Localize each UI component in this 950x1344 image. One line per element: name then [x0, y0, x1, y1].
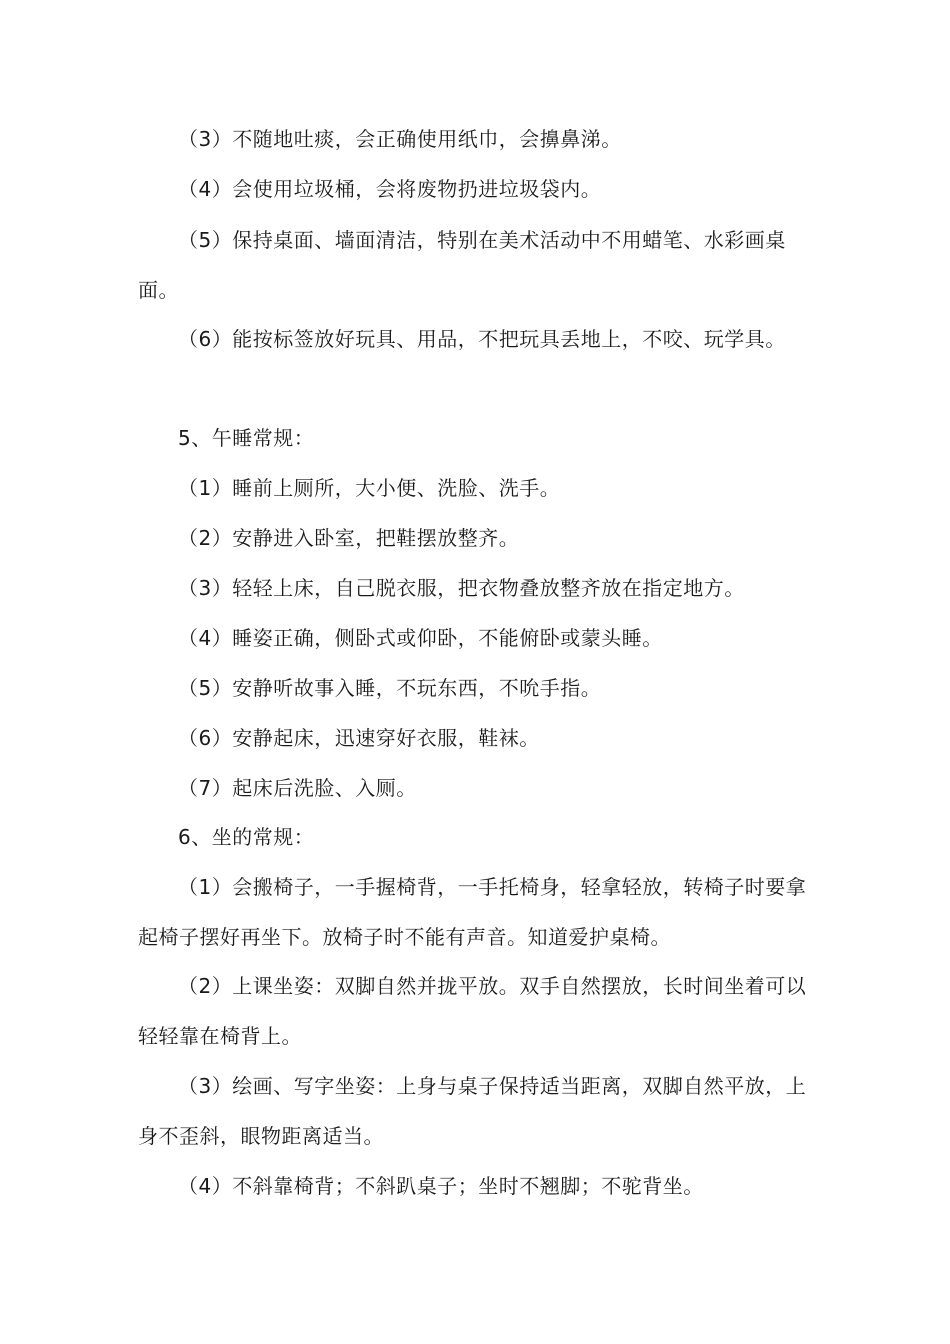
paragraph-nap-1: （1）睡前上厕所，大小便、洗脸、洗手。: [178, 476, 561, 500]
paragraph-nap-3: （3）轻轻上床，自己脱衣服，把衣物叠放整齐放在指定地方。: [178, 576, 745, 600]
paragraph-sitting-2: （2）上课坐姿：双脚自然并拢平放。双手自然摆放，长时间坐着可以轻轻靠在椅背上。: [138, 974, 807, 1048]
paragraph-nap-5: （5）安静听故事入睡，不玩东西，不吮手指。: [178, 676, 602, 700]
paragraph-hygiene-5: （5）保持桌面、墙面清洁，特别在美术活动中不用蜡笔、水彩画桌面。: [138, 228, 786, 302]
paragraph-nap-2: （2）安静进入卧室，把鞋摆放整齐。: [178, 526, 520, 550]
section-heading-sitting-routine: 6、坐的常规：: [178, 825, 315, 849]
paragraph-hygiene-4: （4）会使用垃圾桶，会将废物扔进垃圾袋内。: [178, 177, 602, 201]
paragraph-hygiene-3: （3）不随地吐痰，会正确使用纸巾，会擤鼻涕。: [178, 127, 622, 151]
paragraph-nap-7: （7）起床后洗脸、入厕。: [178, 776, 417, 800]
paragraph-hygiene-6: （6）能按标签放好玩具、用品，不把玩具丢地上，不咬、玩学具。: [178, 327, 786, 351]
section-heading-nap-routine: 5、午睡常规：: [178, 426, 315, 450]
paragraph-sitting-4: （4）不斜靠椅背；不斜趴桌子；坐时不翘脚；不驼背坐。: [178, 1174, 704, 1198]
paragraph-nap-4: （4）睡姿正确，侧卧式或仰卧，不能俯卧或蒙头睡。: [178, 626, 663, 650]
paragraph-sitting-1: （1）会搬椅子，一手握椅背，一手托椅身，轻拿轻放，转椅子时要拿起椅子摆好再坐下。放椅子时不能有声音。知道爱护桌椅。: [138, 875, 807, 949]
paragraph-sitting-3: （3）绘画、写字坐姿：上身与桌子保持适当距离，双脚自然平放，上身不歪斜，眼物距离适当。: [138, 1074, 807, 1148]
paragraph-nap-6: （6）安静起床，迅速穿好衣服，鞋袜。: [178, 726, 540, 750]
